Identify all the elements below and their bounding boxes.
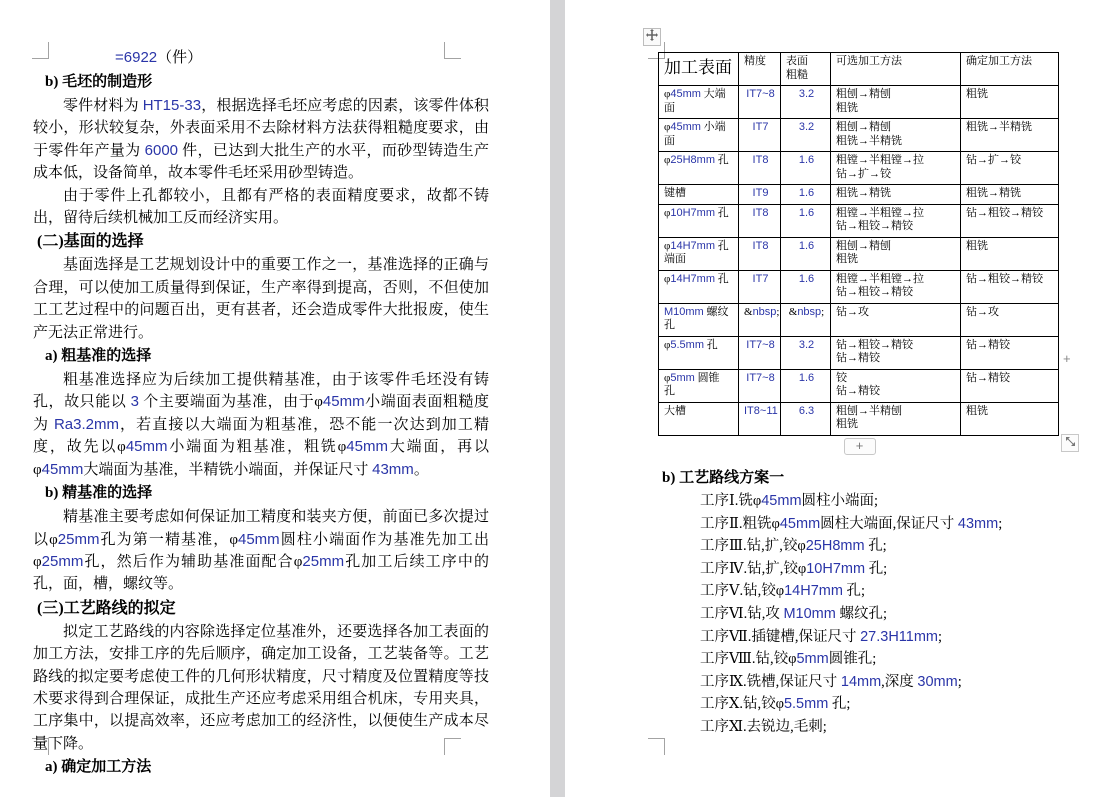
table-row [659, 204, 1059, 237]
insert-column-button[interactable]: + [1063, 350, 1071, 366]
move-cross-icon [646, 28, 658, 46]
cell-line: 大槽 [664, 404, 686, 417]
table-cell[interactable] [739, 185, 781, 205]
table-cell[interactable] [831, 119, 961, 152]
cell-line: 端面 [664, 253, 686, 265]
paragraph[interactable]: 基面选择是工艺规划设计中的重要工作之一，基准选择的正确与合理，可以使加工质量得到保证，生产率得到提高，否则，不但使加工工艺过程中的问题百出，更有甚者，还会造成零件大批报废，使生产无法正常进行。 [33, 257, 489, 341]
cell-line: 粗铣 [836, 101, 858, 114]
cell-line: 粗铣 [966, 239, 988, 252]
process-step[interactable]: 工序Ⅱ.粗铣φ45mm圆柱大端面,保证尺寸 43mm; [700, 515, 1003, 532]
cell-line: φ45mm 大端面 [664, 88, 726, 114]
cell-line: &nbsp; [744, 305, 780, 318]
paragraph[interactable]: 精基准主要考虑如何保证加工精度和装夹方便，前面已多次提过以φ25mm孔为第一精基准，φ45mm圆柱小端面作为基准先加工出φ25mm孔，然后作为辅助基准面配合φ25mm孔加工后续工序中的孔，面，槽，螺纹等。 [33, 509, 489, 593]
paragraph[interactable]: 拟定工艺路线的内容除选择定位基准外，还要选择各加工表面的加工方法，安排工序的先后顺序，确定加工设备，工艺装备等。工艺路线的拟定要考虑使工件的几何形状精度，尺寸精度及位置精度等技术要求得到合理保证，成批生产还应考虑采用组合机床，专用夹具，工序集中，以提高效率，还应考虑加工的经济性，以便使生产成本尽量下降。 [33, 623, 489, 752]
cell-line: IT8 [752, 154, 769, 166]
process-route-heading: b) 工艺路线方案一 [662, 470, 785, 486]
table-cell[interactable] [739, 119, 781, 152]
cell-line: 1.6 [798, 187, 815, 199]
table-cell[interactable] [831, 185, 961, 205]
cell-line: 铰 [836, 371, 847, 384]
calculation-line[interactable]: =6922（件） [115, 49, 203, 66]
table-cell[interactable] [781, 270, 831, 303]
cell-line: φ14H7mm 孔 [664, 272, 729, 285]
cell-line: IT7~8 [746, 88, 775, 100]
cell-line: 钻→精铰 [836, 352, 880, 364]
cell-line: 确定加工方法 [966, 55, 1032, 67]
cell-line: 1.6 [798, 239, 815, 252]
table-cell[interactable] [659, 402, 739, 435]
table-cell[interactable] [831, 86, 961, 119]
heading[interactable]: (三)工艺路线的拟定 [37, 599, 176, 617]
table-cell[interactable] [961, 185, 1059, 205]
process-step[interactable]: 工序Ⅺ.去锐边,毛刺; [700, 718, 827, 735]
cell-line: 粗铣 [836, 253, 858, 265]
table-cell[interactable] [961, 369, 1059, 402]
table-row [659, 336, 1059, 369]
paragraph[interactable]: 零件材料为 HT15-33，根据选择毛坯应考虑的因素，该零件体积较小，形状较复杂，外表面采用不去除材料方法获得粗糙度要求，由于零件年产量为 6000 件，已达到大批生产的水平，而砂型铸造生产成本低，设备简单，故本零件毛坯采用砂型铸造。 [33, 97, 489, 182]
table-cell[interactable] [739, 402, 781, 435]
table-cell[interactable] [659, 270, 739, 303]
table-cell[interactable] [781, 402, 831, 435]
cell-line: φ45mm 小端面 [664, 121, 726, 147]
cell-line: IT8 [752, 239, 769, 252]
cell-line: 3.2 [798, 121, 815, 133]
process-step[interactable]: 工序Ⅶ.插键槽,保证尺寸 27.3H11mm; [700, 628, 943, 645]
table-row [659, 86, 1059, 119]
cell-line: 粗铣 [836, 418, 858, 430]
cell-line: 钻→粗铰→精铰 [836, 338, 913, 351]
paragraph[interactable]: 由于零件上孔都较小，且都有严格的表面精度要求，故都不铸出，留待后续机械加工反而经济实用。 [33, 187, 489, 227]
table-row [659, 152, 1059, 185]
table-cell[interactable] [739, 86, 781, 119]
table-row [659, 369, 1059, 402]
cell-line: 粗镗→半粗镗→拉 [836, 206, 924, 219]
cell-line: 可选加工方法 [836, 55, 902, 67]
table-cell[interactable] [781, 204, 831, 237]
page-right [565, 0, 1109, 797]
table-cell[interactable] [961, 402, 1059, 435]
cell-line: 键槽 [664, 187, 686, 199]
table-cell[interactable] [781, 185, 831, 205]
cell-line: IT7~8 [746, 371, 775, 384]
margin-mark-bottom-left-icon [648, 738, 665, 755]
table-row [659, 303, 1059, 336]
table-cell[interactable] [831, 303, 961, 336]
table-cell[interactable] [781, 369, 831, 402]
table-cell[interactable] [961, 86, 1059, 119]
table-row [659, 237, 1059, 270]
process-step[interactable]: 工序Ⅲ.钻,扩,铰φ25H8mm 孔; [700, 538, 887, 555]
cell-line: 钻→精铰 [966, 371, 1010, 384]
table-cell[interactable] [961, 303, 1059, 336]
table-row [659, 119, 1059, 152]
process-step[interactable]: 工序Ⅵ.钻,攻 M10mm 螺纹孔; [700, 605, 887, 622]
column-header[interactable] [659, 53, 739, 86]
cell-line: 粗铣→半精铣 [966, 121, 1032, 133]
process-step[interactable]: 工序Ⅳ.钻,扩,铰φ10H7mm 孔; [700, 560, 888, 577]
column-header[interactable] [961, 53, 1059, 86]
cell-line: φ5.5mm 孔 [664, 338, 718, 351]
cell-line: 1.6 [798, 154, 815, 166]
heading[interactable]: (二)基面的选择 [37, 233, 144, 251]
table-row [659, 270, 1059, 303]
table-cell[interactable] [831, 369, 961, 402]
resize-diagonal-icon [1065, 434, 1076, 452]
cell-line: IT8 [752, 206, 769, 219]
process-table-body [659, 53, 1059, 436]
table-row [659, 402, 1059, 435]
process-steps [700, 490, 1100, 739]
table-cell[interactable] [739, 369, 781, 402]
table-cell[interactable] [739, 204, 781, 237]
cell-line: 1.6 [798, 371, 815, 384]
cell-line: 精度 [744, 55, 766, 67]
cell-line: 粗刨→精刨 [836, 88, 891, 100]
cell-line: 粗铣→精铣 [966, 187, 1021, 199]
cell-line: 粗铣→半精铣 [836, 134, 902, 147]
table-cell[interactable] [961, 119, 1059, 152]
table-cell[interactable] [781, 86, 831, 119]
table-cell[interactable] [659, 152, 739, 185]
column-header[interactable] [831, 53, 961, 86]
cell-line: φ5mm 圆锥 [664, 371, 720, 384]
process-table[interactable] [658, 52, 1059, 436]
process-step[interactable]: 工序Ⅰ.铣φ45mm圆柱小端面; [700, 493, 879, 509]
cell-line: 钻→攻 [966, 305, 999, 318]
cell-line: 钻→粗铰→精铰 [966, 206, 1043, 219]
cell-line: IT7 [752, 121, 769, 133]
cell-line: 加工表面 [664, 58, 732, 77]
table-cell[interactable] [739, 270, 781, 303]
table-cell[interactable] [659, 204, 739, 237]
page-gap [550, 0, 565, 797]
paragraph[interactable]: 粗基准选择应为后续加工提供精基准，由于该零件毛坯没有铸孔，故只能以 3 个主要端面为基准，由于φ45mm小端面表面粗糙度为 Ra3.2mm，若直接以大端面为粗基准，恐不能一次达到加工精度，故先以φ45mm小端面为粗基准，粗铣φ45mm大端面，再以φ45mm大端面为基准，半精铣小端面，并保证尺寸 43mm。 [33, 372, 489, 478]
table-row [659, 185, 1059, 205]
cell-line: φ14H7mm 孔 [664, 239, 729, 252]
table-cell[interactable] [781, 152, 831, 185]
table-cell[interactable] [831, 237, 961, 270]
table-cell[interactable] [739, 303, 781, 336]
column-header[interactable] [781, 53, 831, 86]
table-cell[interactable] [659, 185, 739, 205]
table-cell[interactable] [781, 237, 831, 270]
cell-line: 粗刨→精刨 [836, 239, 891, 252]
cell-line: 孔 [664, 319, 675, 331]
cell-line: 6.3 [798, 404, 815, 417]
table-cell[interactable] [659, 369, 739, 402]
cell-line: IT7 [752, 272, 769, 285]
cell-line: M10mm 螺纹 [664, 305, 729, 318]
cell-line: 1.6 [798, 272, 815, 285]
cell-line: 粗刨→精刨 [836, 121, 891, 133]
cell-line: 钻→粗铰→精铰 [966, 272, 1043, 285]
process-step[interactable]: 工序Ⅸ.铣槽,保证尺寸 14mm,深度 30mm; [700, 673, 962, 690]
cell-line: 3.2 [798, 338, 815, 351]
table-cell[interactable] [961, 336, 1059, 369]
cell-line: 钻→粗铰→精铰 [836, 220, 913, 232]
heading[interactable]: b) 毛坯的制造形 [45, 74, 153, 90]
table-cell[interactable] [781, 303, 831, 336]
table-cell[interactable] [831, 270, 961, 303]
process-step[interactable]: 工序Ⅴ.钻,铰φ14H7mm 孔; [700, 583, 866, 600]
heading[interactable]: a) 粗基准的选择 [45, 348, 152, 365]
process-step[interactable]: 工序Ⅹ.钻,铰φ5.5mm 孔; [700, 696, 851, 713]
table-cell[interactable] [961, 237, 1059, 270]
table-cell[interactable] [831, 204, 961, 237]
cell-line: 钻→扩→铰 [836, 167, 891, 180]
cell-line: 粗铣→精铣 [836, 187, 891, 199]
table-cell[interactable] [739, 336, 781, 369]
cell-line: 孔 [664, 385, 675, 397]
table-cell[interactable] [961, 270, 1059, 303]
table-cell[interactable] [659, 237, 739, 270]
cell-line: φ25H8mm 孔 [664, 154, 729, 166]
cell-line: 钻→粗铰→精铰 [836, 286, 913, 298]
cell-line: 粗铣 [966, 404, 988, 417]
table-cell[interactable] [659, 303, 739, 336]
table-cell[interactable] [781, 119, 831, 152]
table-cell[interactable] [831, 152, 961, 185]
cell-line: 钻→精铰 [836, 385, 880, 397]
process-step[interactable]: 工序Ⅷ.钻,铰φ5mm圆锥孔; [700, 651, 877, 668]
cell-line: 钻→攻 [836, 305, 869, 318]
cell-line: IT9 [752, 187, 769, 199]
table-cell[interactable] [961, 204, 1059, 237]
table-move-handle[interactable] [643, 28, 661, 46]
cell-line: 粗镗→半粗镗→拉 [836, 272, 924, 285]
cell-line: 粗镗→半粗镗→拉 [836, 154, 924, 166]
table-cell[interactable] [831, 336, 961, 369]
insert-row-button[interactable]: + [844, 438, 876, 455]
table-header-row [659, 53, 1059, 86]
cell-line: &nbsp; [788, 305, 825, 318]
cell-line: 粗糙 [786, 68, 808, 81]
table-cell[interactable] [781, 336, 831, 369]
cell-line: 3.2 [798, 88, 815, 100]
cell-line: 1.6 [798, 206, 815, 219]
cell-line: 粗铣 [966, 88, 988, 100]
page-left [0, 0, 550, 797]
table-cell[interactable] [739, 237, 781, 270]
heading[interactable]: a) 确定加工方法 [45, 759, 152, 776]
column-header[interactable] [739, 53, 781, 86]
table-cell[interactable] [739, 152, 781, 185]
cell-line: φ10H7mm 孔 [664, 206, 729, 219]
cell-line: 钻→扩→铰 [966, 154, 1021, 166]
table-cell[interactable] [659, 336, 739, 369]
cell-line: 钻→精铰 [966, 338, 1010, 351]
cell-line: IT7~8 [746, 338, 775, 351]
heading[interactable]: b) 精基准的选择 [45, 485, 153, 502]
table-cell[interactable] [831, 402, 961, 435]
cell-line: 粗刨→半精刨 [836, 404, 902, 417]
table-cell[interactable] [659, 86, 739, 119]
cell-line: IT8~11 [744, 404, 778, 417]
table-cell[interactable] [961, 152, 1059, 185]
cell-line: 表面 [786, 55, 808, 67]
left-text-blocks [33, 46, 489, 780]
table-resize-handle[interactable] [1061, 434, 1079, 452]
table-cell[interactable] [659, 119, 739, 152]
